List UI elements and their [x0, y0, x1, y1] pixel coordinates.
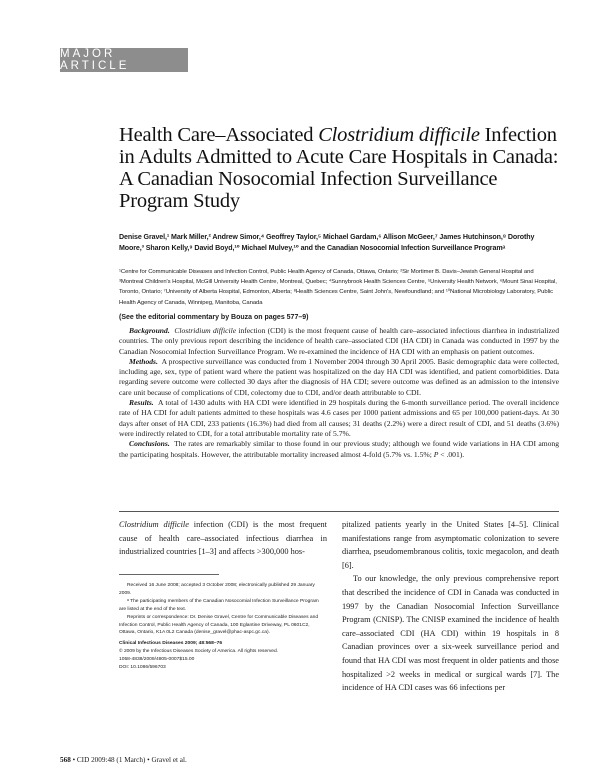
running-citation: • CID 2009:48 (1 March) • Gravel et al.	[70, 756, 187, 764]
page-footer	[60, 756, 187, 764]
footnote-copyright: © 2009 by the Infectious Diseases Society of America. All rights reserved.	[119, 649, 279, 655]
abstract-methods: Methods. A prospective surveillance was conducted from 1 November 2004 through 30 April 2005. Basic demographic data were collected, including age, sex, type of patient ward where the patient was hospitalized on the day HA CDI was identified, and patient comorbidities. Data regarding severe outcome were collected 30 days after the diagnosis of HA CDI; severe outcome was defined as an admission to the intensive care unit because of complications of CDI, colectomy due to CDI, and/or death attributable to CDI.	[119, 356, 559, 397]
article-type-label: MAJOR ARTICLE	[60, 48, 130, 72]
footnote-reprints: Reprints or correspondence: Dr. Denise Gravel, Centre for Communicable Diseases and Infection Control, Public Health Agency of Canada, 100 Eglantine Driveway, PL 0601C2, Ottawa, Ontario, K1A 0L2 Canada (denise_gravel@phac-aspc.gc.ca).	[119, 614, 319, 636]
author-list: Denise Gravel,¹ Mark Miller,² Andrew Simor,⁴ Geoffrey Taylor,⁵ Michael Gardam,⁶ Allison McGeer,⁷ James Hutchinson,⁸ Dorothy Moore,³ Sharon Kelly,⁹ David Boyd,¹⁰ Michael Mulvey,¹⁰ and the Canadian Nosocomial Infection Surveillance Programᵃ	[119, 233, 535, 252]
abstract-background: Background. Clostridium difficile infection (CDI) is the most frequent cause of health care–associated infectious diarrhea in industrialized countries. The only previous report describing the incidence of health care–associated CDI (HA CDI) in Canada was conducted in 1997 by the Canadian Nosocomial Infection Surveillance Program. We re-examined the incidence of HA CDI with an emphasis on patient outcomes.	[119, 326, 560, 356]
title-organism: Clostridium difficile	[318, 124, 480, 146]
footnote-issn: 1058-4838/2009/4805-0007$15.00	[119, 657, 195, 663]
editorial-note: (See the editorial commentary by Bouza on pages 577–9)	[119, 314, 309, 321]
body-paragraph: Clostridium difficile infection (CDI) is the most frequent cause of health care–associated infectious diarrhea in industrialized countries [1–3] and affects >300,000 hos-	[119, 520, 327, 557]
title-part2: Infection in Adults Admitted to Acute Care Hospitals in Canada: A Canadian Nosocomial Infection Surveillance Program Study	[119, 124, 559, 212]
article-title	[119, 124, 559, 212]
abstract-conclusions: Conclusions. The rates are remarkably similar to those found in our previous study; although we found wide variations in HA CDI among the participating hospitals. However, the attributable mortality increased almost 4-fold (5.7% vs. 1.5%; P < .001).	[119, 439, 559, 459]
footnote-received: Received 16 June 2008; accepted 3 October 2008; electronically published 29 January 2009.	[119, 583, 315, 596]
abstract	[119, 326, 559, 460]
body-paragraph: pitalized patients yearly in the United States [4–5]. Clinical manifestations range from asymptomatic colonization to severe diarrhea, pseudomembranous colitis, toxic megacolon, and death [6].	[342, 520, 559, 570]
title-part1: Health Care–Associated	[119, 124, 319, 146]
footnote-doi: DOI: 10.1086/596703	[119, 665, 166, 671]
affiliations: ¹Centre for Communicable Diseases and Infection Control, Public Health Agency of Canada, Ottawa, Ontario; ²Sir Mortimer B. Davis–Jewish General Hospital and ³Montreal Children's Hospital, McGill University Health Centre, Montreal, Quebec; ⁴Sunnybrook Health Sciences Centre, ⁵University Health Network, ⁶Mount Sinai Hospital, Toronto, Ontario; ⁷University of Alberta Hospital, Edmonton, Alberta; ⁸Health Sciences Centre, Saint John's, Newfoundland; and ¹⁰National Microbiology Laboratory, Public Health Agency of Canada, Winnipeg, Manitoba, Canada	[119, 269, 557, 306]
page-number: 568	[60, 756, 71, 764]
body-column-left	[119, 518, 327, 559]
footnotes	[119, 574, 327, 672]
footnote-divider	[119, 574, 219, 575]
footnote-members: ᵃ The participating members of the Canadian Nosocomial Infection Surveillance Program are listed at the end of the text.	[119, 598, 319, 612]
footnote-journal: Clinical Infectious Diseases 2009; 48:568–76	[119, 641, 223, 647]
abstract-divider	[119, 511, 559, 512]
body-paragraph: To our knowledge, the only previous comprehensive report that described the incidence of CDI in Canada was conducted in 1997 by the Canadian Nosocomial Infection Surveillance Program (CNISP). The CNISP examined the incidence of health care–associated CDI (HA CDI) within 19 hospitals in 8 Canadian provinces over a six-week surveillance period and found that HA CDI was most frequent in older patients and those hospitalized >2 weeks in medical or surgical wards [7]. The incidence of HA CDI cases was 66 infections per	[342, 574, 559, 693]
body-column-right	[342, 518, 559, 695]
abstract-results: Results. A total of 1430 adults with HA CDI were identified in 29 hospitals during the 6-month surveillance period. The overall incidence rate of HA CDI for adult patients admitted to these hospitals was 4.6 cases per 1000 patient admissions and 65 per 100,000 patient-days. At 30 days after onset of HA CDI, 233 patients (16.3%) had died from all causes; 31 deaths (2.2%) were a direct result of CDI, and 51 deaths (3.6%) were indirectly related to CDI, for a total attributable mortality rate of 5.7%.	[119, 398, 559, 438]
article-type-banner	[60, 48, 188, 72]
